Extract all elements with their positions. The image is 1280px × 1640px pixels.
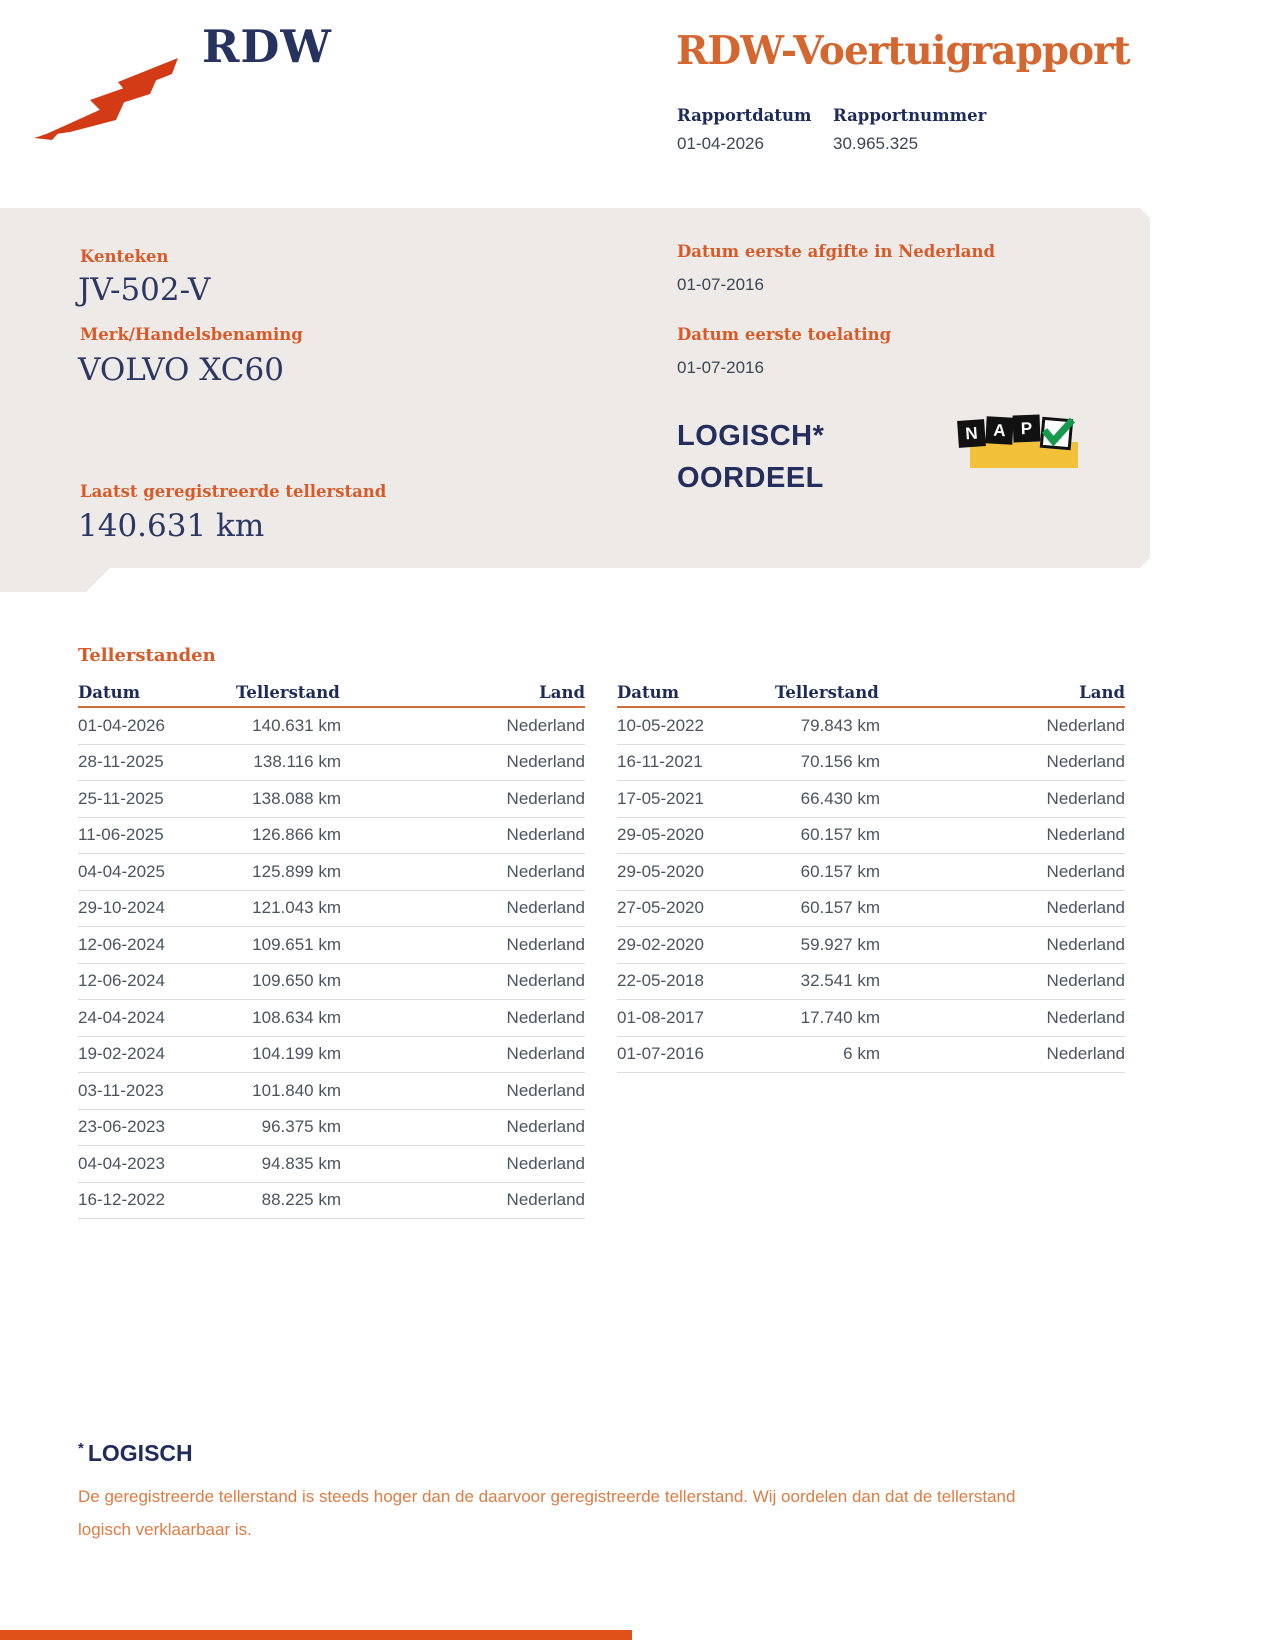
nap-checkmark-icon: [1039, 412, 1076, 449]
nap-letter-n: N: [957, 419, 986, 448]
tellerstand-cell: 121.043 km: [252, 898, 341, 918]
table-body-right: [617, 708, 1125, 1073]
nap-letter-a: A: [985, 416, 1013, 444]
table-row: [617, 818, 1125, 855]
tellerstand-cell: 138.116 km: [253, 752, 341, 772]
merk-label: Merk/Handelsbenaming: [80, 325, 303, 344]
table-row: [78, 1000, 585, 1037]
datum-cell: 19-02-2024: [78, 1044, 165, 1064]
tellerstand-cell: 70.156 km: [800, 752, 880, 772]
toelating-value: 01-07-2016: [677, 358, 764, 377]
table-row: [617, 1037, 1125, 1074]
nap-letter-p: P: [1013, 415, 1041, 443]
datum-cell: 03-11-2023: [78, 1080, 164, 1100]
tellerstand-cell: 60.157 km: [800, 825, 880, 845]
land-cell: Nederland: [506, 1190, 585, 1210]
table-row: [78, 927, 585, 964]
column-header-tellerstand: Tellerstand: [775, 683, 879, 702]
report-number-value: 30.965.325: [833, 134, 919, 153]
table-row: [78, 964, 585, 1001]
tellerstand-cell: 126.866 km: [252, 825, 341, 845]
page-title: RDW-Voertuigrapport: [676, 28, 1130, 74]
report-date-value: 01-04-2026: [677, 134, 764, 153]
datum-cell: 10-05-2022: [617, 715, 704, 735]
datum-cell: 27-05-2020: [617, 898, 704, 918]
land-cell: Nederland: [1046, 825, 1125, 845]
datum-cell: 01-04-2026: [78, 715, 165, 735]
datum-cell: 12-06-2024: [78, 934, 165, 954]
datum-cell: 22-05-2018: [617, 971, 704, 991]
odometer-table-right: [617, 676, 1125, 1219]
land-cell: Nederland: [506, 1080, 585, 1100]
table-row: [617, 1000, 1125, 1037]
table-row: [78, 854, 585, 891]
land-cell: Nederland: [506, 788, 585, 808]
tellerstand-value: 140.631 km: [78, 508, 265, 544]
oordeel-text: [677, 415, 824, 499]
table-row: [617, 854, 1125, 891]
land-cell: Nederland: [1046, 971, 1125, 991]
tellerstand-cell: 140.631 km: [252, 715, 341, 735]
datum-cell: 29-05-2020: [617, 861, 704, 881]
nap-logo: [952, 408, 1092, 478]
table-row: [78, 1146, 585, 1183]
afgifte-value: 01-07-2016: [677, 275, 764, 294]
table-row: [78, 1183, 585, 1220]
tellerstanden-section-title: Tellerstanden: [78, 645, 216, 666]
report-number-label: Rapportnummer: [833, 106, 987, 125]
tellerstand-cell: 109.650 km: [252, 971, 341, 991]
tellerstand-cell: 32.541 km: [800, 971, 880, 991]
table-row: [78, 1073, 585, 1110]
land-cell: Nederland: [506, 752, 585, 772]
column-header-tellerstand: Tellerstand: [236, 683, 340, 702]
land-cell: Nederland: [506, 1044, 585, 1064]
table-header: [78, 676, 585, 708]
column-header-land: Land: [1079, 683, 1125, 702]
odometer-table-left: [78, 676, 585, 1219]
table-row: [78, 708, 585, 745]
land-cell: Nederland: [1046, 752, 1125, 772]
datum-cell: 29-10-2024: [78, 898, 165, 918]
table-row: [617, 708, 1125, 745]
footer-orange-bar: [0, 1630, 632, 1640]
land-cell: Nederland: [506, 861, 585, 881]
rdw-feather-logo-icon: [30, 48, 190, 140]
land-cell: Nederland: [1046, 715, 1125, 735]
logisch-footnote-text: De geregistreerde tellerstand is steeds hoger dan de daarvoor geregistreerde tellerstand. Wij oordelen dan dat de tellerstand logisch verklaarbaar is.: [78, 1487, 1016, 1539]
table-row: [78, 745, 585, 782]
column-header-datum: Datum: [78, 683, 141, 702]
datum-cell: 01-08-2017: [617, 1007, 704, 1027]
land-cell: Nederland: [1046, 788, 1125, 808]
afgifte-label: Datum eerste afgifte in Nederland: [677, 242, 996, 261]
land-cell: Nederland: [1046, 861, 1125, 881]
oordeel-line2: OORDEEL: [677, 462, 824, 494]
datum-cell: 25-11-2025: [78, 788, 164, 808]
land-cell: Nederland: [1046, 1007, 1125, 1027]
odometer-tables: [78, 676, 1125, 1219]
land-cell: Nederland: [1046, 1044, 1125, 1064]
datum-cell: 04-04-2023: [78, 1153, 165, 1173]
kenteken-label: Kenteken: [80, 247, 169, 266]
datum-cell: 16-11-2021: [617, 752, 703, 772]
report-number-block: [833, 106, 986, 154]
tellerstand-cell: 6 km: [843, 1044, 880, 1064]
tellerstand-cell: 88.225 km: [261, 1190, 341, 1210]
land-cell: Nederland: [506, 971, 585, 991]
table-header: [617, 676, 1125, 708]
datum-cell: 28-11-2025: [78, 752, 164, 772]
merk-value: VOLVO XC60: [78, 352, 284, 388]
datum-cell: 12-06-2024: [78, 971, 165, 991]
datum-cell: 24-04-2024: [78, 1007, 165, 1027]
land-cell: Nederland: [1046, 934, 1125, 954]
land-cell: Nederland: [506, 1007, 585, 1027]
datum-cell: 17-05-2021: [617, 788, 704, 808]
datum-cell: 04-04-2025: [78, 861, 165, 881]
report-meta: [677, 106, 986, 154]
report-date-block: [677, 106, 833, 154]
logisch-footnote-title: [78, 1440, 193, 1467]
column-header-land: Land: [539, 683, 585, 702]
tellerstand-label: Laatst geregistreerde tellerstand: [80, 482, 387, 501]
land-cell: Nederland: [506, 1153, 585, 1173]
tellerstand-cell: 17.740 km: [800, 1007, 880, 1027]
asterisk: *: [78, 1440, 84, 1457]
datum-cell: 01-07-2016: [617, 1044, 704, 1064]
land-cell: Nederland: [506, 715, 585, 735]
table-body-left: [78, 708, 585, 1219]
tellerstand-cell: 94.835 km: [261, 1153, 341, 1173]
tellerstand-cell: 125.899 km: [252, 861, 341, 881]
datum-cell: 16-12-2022: [78, 1190, 165, 1210]
tellerstand-cell: 59.927 km: [800, 934, 880, 954]
table-row: [78, 1037, 585, 1074]
table-row: [617, 781, 1125, 818]
oordeel-line1: LOGISCH*: [677, 420, 825, 452]
tellerstand-cell: 101.840 km: [252, 1080, 341, 1100]
nap-check-tile: [1040, 417, 1074, 451]
kenteken-value: JV-502-V: [78, 272, 211, 308]
datum-cell: 23-06-2023: [78, 1117, 165, 1137]
table-row: [78, 891, 585, 928]
table-row: [78, 818, 585, 855]
table-row: [617, 927, 1125, 964]
land-cell: Nederland: [506, 934, 585, 954]
table-row: [78, 1110, 585, 1147]
tellerstand-cell: 138.088 km: [252, 788, 341, 808]
datum-cell: 11-06-2025: [78, 825, 164, 845]
tellerstand-cell: 104.199 km: [252, 1044, 341, 1064]
tellerstand-cell: 60.157 km: [800, 898, 880, 918]
rdw-wordmark: RDW: [202, 20, 332, 73]
tellerstand-cell: 108.634 km: [252, 1007, 341, 1027]
land-cell: Nederland: [506, 825, 585, 845]
tellerstand-cell: 96.375 km: [261, 1117, 341, 1137]
land-cell: Nederland: [506, 1117, 585, 1137]
datum-cell: 29-05-2020: [617, 825, 704, 845]
table-row: [617, 745, 1125, 782]
tellerstand-cell: 79.843 km: [800, 715, 880, 735]
tellerstand-cell: 66.430 km: [800, 788, 880, 808]
datum-cell: 29-02-2020: [617, 934, 704, 954]
toelating-label: Datum eerste toelating: [677, 325, 892, 344]
table-row: [617, 964, 1125, 1001]
tellerstand-cell: 60.157 km: [800, 861, 880, 881]
land-cell: Nederland: [506, 898, 585, 918]
table-row: [78, 781, 585, 818]
column-header-datum: Datum: [617, 683, 680, 702]
land-cell: Nederland: [1046, 898, 1125, 918]
tellerstand-cell: 109.651 km: [252, 934, 341, 954]
table-row: [617, 891, 1125, 928]
logisch-footnote-label: LOGISCH: [87, 1440, 193, 1466]
report-date-label: Rapportdatum: [677, 106, 812, 125]
